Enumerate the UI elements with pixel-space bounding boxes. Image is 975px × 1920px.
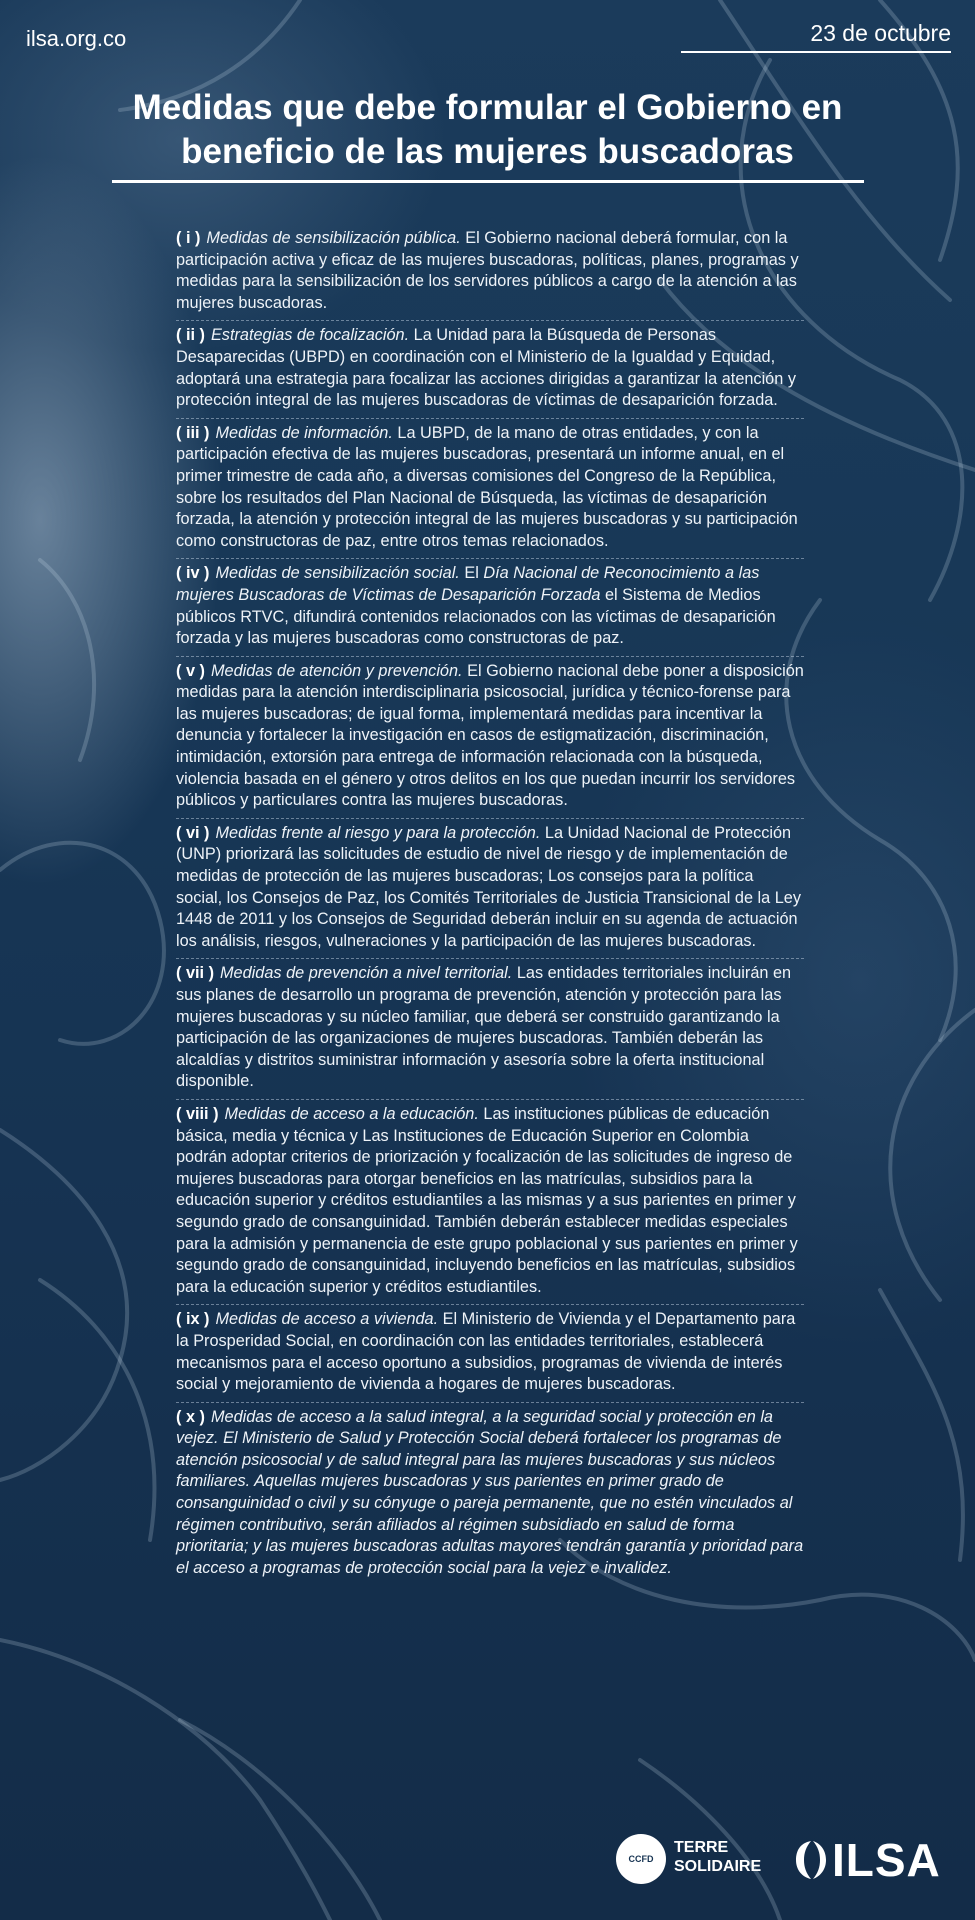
measure-iii [176,419,804,560]
measure-x [176,1403,804,1586]
measure-body: Las entidades territoriales incluirán en sus planes de desarrollo un programa de prevención, atención y protección para las mujeres buscadoras y su núcleo familiar, que deberá ser construido garantizando la participación de las organizaciones de mujeres buscadoras. También deberán las alcaldías y distritos suministrar información y asesoría sobre la oferta institucional disponible. [176,964,792,1091]
ccfd-logo [616,1834,666,1884]
terre-solidaire-logo-text [674,1838,761,1876]
measure-body: El Gobierno nacional debe poner a disposición medidas para la atención interdisciplinaria psicosocial, jurídica y técnico-forense para las mujeres buscadoras; de igual forma, implementará medidas para incentivar la denuncia y fortalecer la investigación en casos de estigmatización, discriminación, intimidación, extorsión para entrega de información relacionada con la búsqueda, violencia basada en el género y otros delitos en los que puedan incurrir los servidores públicos y particulares contra las mujeres buscadoras. [176,661,804,810]
measure-heading: Medidas de acceso a la salud integral, a la seguridad social y protección en la vejez. [176,1407,773,1448]
measure-vi [176,819,804,960]
measure-number: ( ii ) [176,326,205,345]
measure-heading: Medidas de sensibilización social. [215,564,460,583]
measure-heading: Medidas de prevención a nivel territorial. [220,964,513,983]
measure-viii [176,1100,804,1305]
measure-heading: Medidas de información. [215,423,393,442]
measure-number: ( x ) [176,1407,205,1426]
measure-body-post: el Sistema de Medios públicos RTVC, difundirá contenidos relacionados con las víctimas de desaparición forzada y las mujeres buscadoras como constructoras de paz. [176,585,776,648]
measure-number: ( iii ) [176,423,210,442]
measure-i [176,224,804,321]
measure-number: ( i ) [176,229,201,247]
terre-text: TERRE [674,1839,729,1856]
ilsa-logo-text: ILSA [832,1834,941,1886]
footer-logos [616,1832,956,1892]
measure-body: La Unidad Nacional de Protección (UNP) priorizará las solicitudes de estudio de nivel de riesgo y de implementación de medidas de protección de las mujeres buscadoras; Los consejos para la política social, los Consejos de Paz, los Comités Territoriales de Justicia Transicional de la Ley 1448 de 2011 y los Consejos de Seguridad deberán incluir en su agenda de actuación los análisis, riesgos, vulneraciones y la participación de las mujeres buscadoras. [176,823,802,950]
measure-body: La Unidad para la Búsqueda de Personas Desaparecidas (UBPD) en coordinación con el Ministerio de la Igualdad y Equidad, adoptará una estrategia para focalizar las acciones dirigidas a garantizar la atención y protección integral de las mujeres buscadoras de víctimas de desaparición forzada. [176,326,796,410]
ilsa-mark-icon [794,1839,828,1881]
measure-body: El Ministerio de Vivienda y el Departamento para la Prosperidad Social, en coordinación con las entidades territoriales, establecerá mecanismos para el acceso oportuno a subsidios, programas de vivienda de interés social y mejoramiento de vivienda a hogares de mujeres buscadoras. [176,1310,796,1394]
measure-heading: Medidas de acceso a la educación. [224,1104,479,1123]
measure-body: El Ministerio de Salud y Protección Social deberá fortalecer los programas de atención psicosocial y de salud integral para las mujeres buscadoras y sus núcleos familiares. Aquellas mujeres buscadoras y sus parientes en primer grado de consanguinidad o civil y su cónyuge o pareja permanente, que no estén vinculados al régimen contributivo, serán afiliados al régimen subsidiado en salud de forma prioritaria; y las mujeres buscadoras adultas mayores tendrán garantía y prioridad para el acceso a programas de protección social para la vejez e invalidez. [176,1429,804,1577]
measure-body-pre: El [459,564,484,583]
measure-ii [176,321,804,418]
measure-ix [176,1305,804,1402]
measure-body: La UBPD, de la mano de otras entidades, y con la participación efectiva de las mujeres buscadoras, presentará un informe anual, en el primer trimestre de cada año, a diversas comisiones del Congreso de la República, sobre los resultados del Plan Nacional de Búsqueda, las víctimas de desaparición forzada, la atención y protección integral de las mujeres buscadoras y su participación como constructoras de paz, entre otros temas relacionados. [176,423,798,550]
measure-iv [176,559,804,656]
measure-heading: Medidas frente al riesgo y para la protección. [215,823,541,842]
site-url: ilsa.org.co [26,26,127,51]
ccfd-logo-text: CCFD [628,1854,654,1864]
measures-list [176,224,804,1585]
measure-heading: Estrategias de focalización. [210,326,410,345]
measure-number: ( iv ) [176,564,210,583]
measure-vii [176,959,804,1100]
measure-v [176,657,804,819]
measure-body-emphasis: Día Nacional de Reconocimiento a las mujeres Buscadoras de Víctimas de Desaparición Forzada [176,564,760,604]
measure-heading: Medidas de atención y prevención. [210,661,463,680]
measure-heading: Medidas de acceso a vivienda. [215,1310,439,1329]
measure-number: ( viii ) [176,1104,219,1123]
measure-number: ( v ) [176,661,205,680]
title-underline [112,180,864,183]
measure-body: El Gobierno nacional deberá formular, con la participación activa y eficaz de las mujeres buscadoras, políticas, planes, programas y medidas para la sensibilización de los servidores públicos a cargo de la atención a las mujeres buscadoras. [176,229,799,312]
solidaire-text: SOLIDAIRE [674,1858,762,1875]
measure-number: ( ix ) [176,1310,210,1329]
date-block [681,20,951,53]
measure-heading: Medidas de sensibilización pública. [206,229,461,247]
page-title: Medidas que debe formular el Gobierno en beneficio de las mujeres buscadoras [132,88,843,171]
ilsa-logo [794,1832,941,1888]
date-label: 23 de octubre [810,20,951,46]
measure-body: Las instituciones públicas de educación básica, media y técnica y Las Instituciones de Educación Superior en Colombia podrán adoptar criterios de priorización y focalización de las solicitudes de ingreso de mujeres buscadoras para otorgar beneficios en las matrículas, subsidios para la educación superior y créditos estudiantiles a las mismas y a sus parientes en primer y segundo grado de consanguinidad. También deberán establecer medidas especiales para la admisión y permanencia de este grupo poblacional y sus parientes en primer y segundo grado de consanguinidad, incluyendo beneficios en las matrículas, subsidios para la educación superior y créditos estudiantiles. [176,1104,798,1296]
measure-number: ( vii ) [176,964,214,983]
measure-number: ( vi ) [176,823,210,842]
